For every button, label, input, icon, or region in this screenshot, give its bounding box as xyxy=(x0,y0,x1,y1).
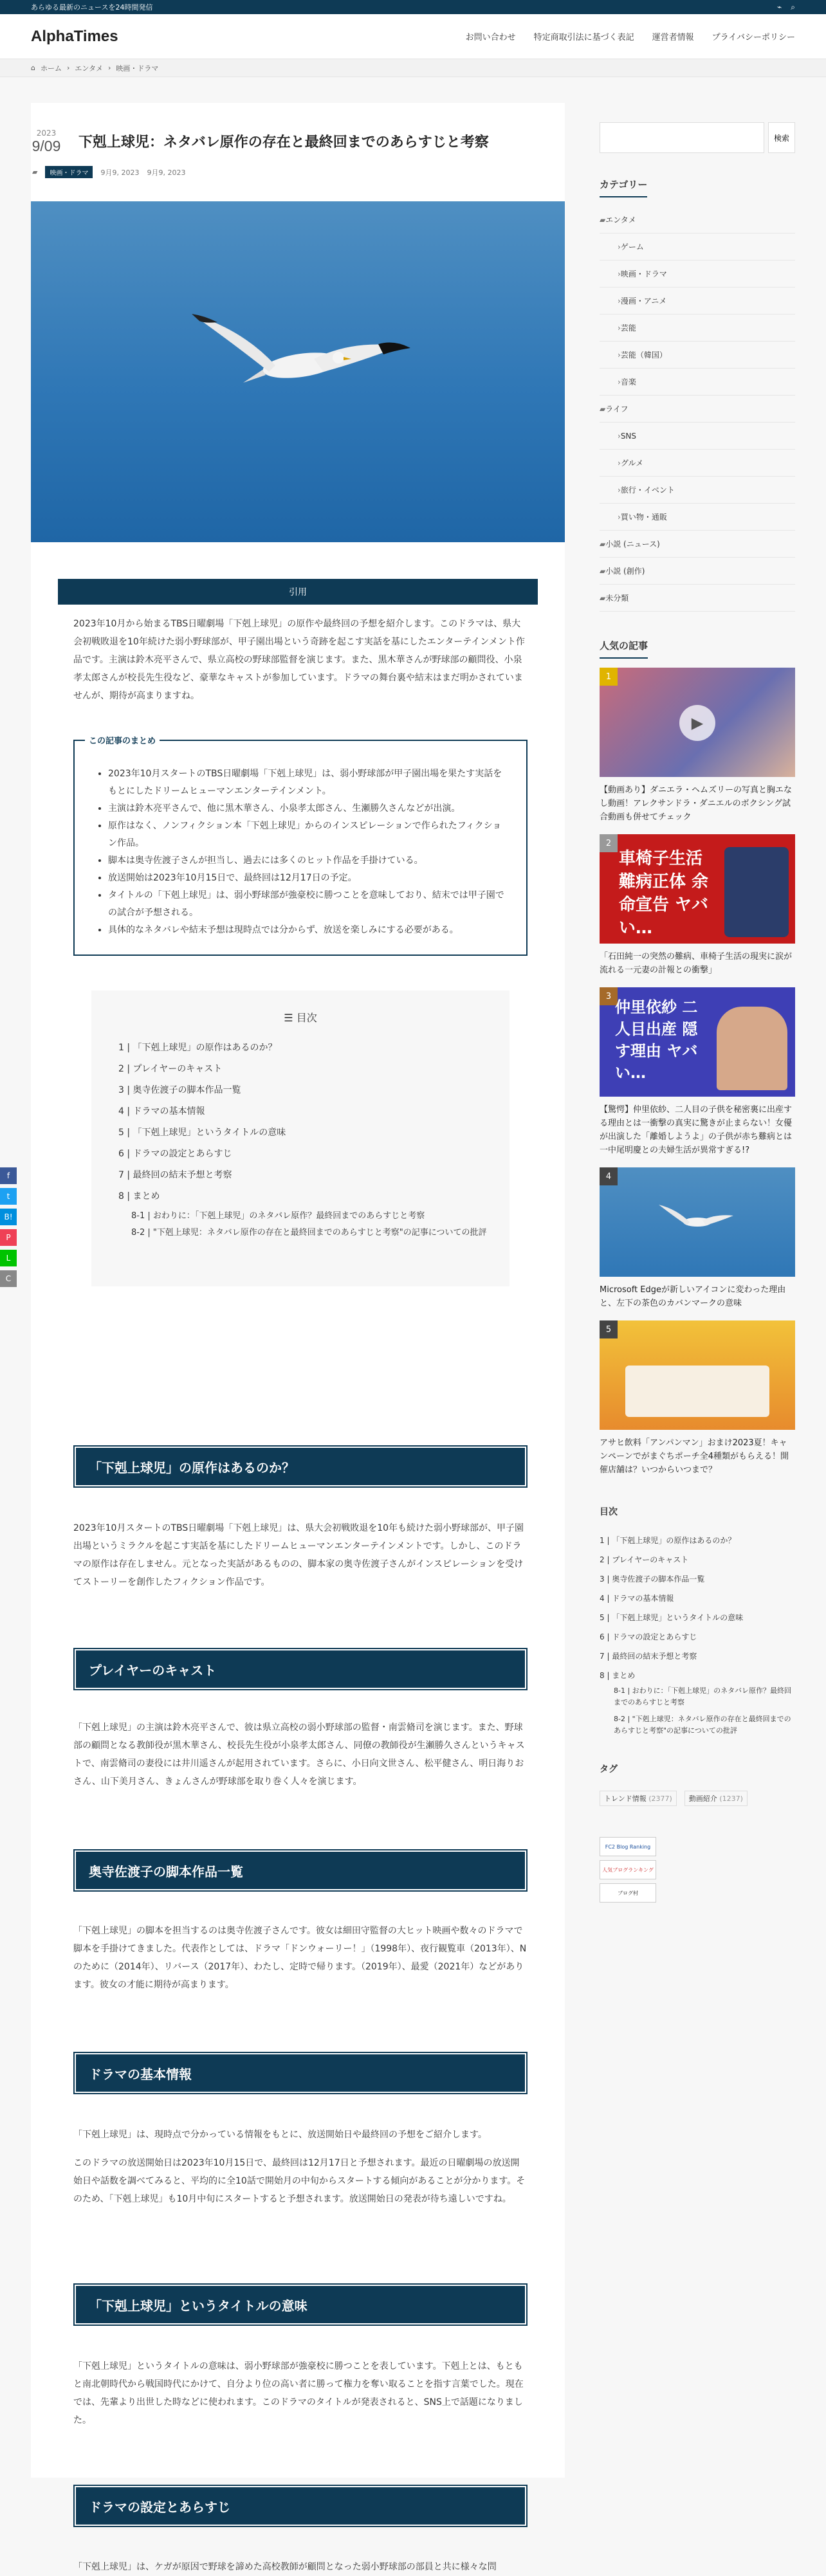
tags-title: タグ xyxy=(600,1764,618,1775)
sidebar-toc-subitem[interactable]: 8-2 | "下剋上球児：ネタバレ原作の存在と最終回までのあらすじと考察"の記事についての批評 xyxy=(614,1715,791,1735)
section-text-1: 2023年10月スタートのTBS日曜劇場「下剋上球児」は、県大会初戦敗退を10年も続けた弱小野球部が、甲子園出場というミラクルを起こす実話を基にしたドリームヒューマンエンターテインメントです。しかし、このドラマの原作は存在しません。元となった実話があるものの、脚本家の奥寺佐渡子さんがインスピレーションを受けてストーリーを創作したフィクション作品です。 xyxy=(73,1523,524,1587)
nav-legal[interactable]: 特定商取引法に基づく表記 xyxy=(533,33,634,42)
popular-title: 人気の記事 xyxy=(600,639,648,659)
summary-item: • 具体的なネタバレや結末予想は現時点では分からず、放送を楽しみにする必要がある。 xyxy=(108,922,509,939)
toc-item-8[interactable]: 8 | まとめ xyxy=(118,1191,160,1201)
pocket-icon[interactable]: P xyxy=(0,1229,17,1246)
table-of-contents xyxy=(91,991,509,1286)
breadcrumb-entame[interactable]: エンタメ xyxy=(75,64,103,73)
breadcrumb-home[interactable]: ホーム xyxy=(40,64,62,73)
search-button[interactable]: 検索 xyxy=(768,122,795,153)
category-item[interactable]: › 芸能 xyxy=(600,315,795,342)
folder-icon: ▰ xyxy=(600,593,606,603)
folder-icon: ▰ xyxy=(600,566,606,576)
play-icon[interactable]: ▶ xyxy=(679,705,715,741)
category-item[interactable]: ▰ ライフ xyxy=(600,396,795,423)
folder-icon: ▰ xyxy=(600,404,606,414)
toc-item-4[interactable]: 4 | ドラマの基本情報 xyxy=(118,1106,205,1117)
share-buttons xyxy=(0,1167,17,1291)
section-text-2: 「下剋上球児」の主演は鈴木亮平さんで、彼は県立高校の弱小野球部の監督・南雲脩司を演じます。また、野球部の顧問となる教師役が黒木華さん、校長先生役が小泉孝太郎さん、同僚の教師役が生瀬勝久さんというキャストで、南雲脩司の妻役には井川遥さんが起用されています。さらに、小日向文世さん、松平健さん、明日海りおさん、山下美月さん、きょんさんが野球部を取り巻く人々を演じます。 xyxy=(73,1722,525,1787)
eyecatch-image xyxy=(31,201,565,542)
toc-subitem-8-2[interactable]: 8-2 | "下剋上球児：ネタバレ原作の存在と最終回までのあらすじと考察"の記事についての批評 xyxy=(131,1228,487,1238)
facebook-icon[interactable]: f xyxy=(0,1167,17,1184)
chevron-right-icon: › xyxy=(618,269,621,279)
list-icon: ☰ xyxy=(284,1012,297,1024)
section-heading-4: ドラマの基本情報 xyxy=(73,2052,528,2094)
sidebar-toc-item[interactable]: 3 | 奥寺佐渡子の脚本作品一覧 xyxy=(600,1575,705,1584)
sidebar-toc-item[interactable]: 4 | ドラマの基本情報 xyxy=(600,1594,674,1603)
seagull-icon xyxy=(600,1167,795,1277)
sidebar-toc-item[interactable]: 7 | 最終回の結末予想と考察 xyxy=(600,1652,697,1661)
section-heading-5: 「下剋上球児」というタイトルの意味 xyxy=(73,2283,528,2326)
nav-privacy[interactable]: プライバシーポリシー xyxy=(711,33,795,42)
popular-post-1[interactable]: 1 ▶ 【動画あり】ダニエラ・ヘムズリーの写真と胸エなし動画！アレクサンドラ・ダニエルのボクシング試合動画も併せてチェック xyxy=(600,668,795,824)
global-nav xyxy=(466,30,795,42)
nav-contact[interactable]: お問い合わせ xyxy=(465,33,516,42)
category-list xyxy=(600,206,795,612)
sidebar-toc-item[interactable]: 1 | 「下剋上球児」の原作はあるのか？ xyxy=(600,1536,736,1545)
category-item[interactable]: › グルメ xyxy=(600,450,795,477)
categories-title: カテゴリー xyxy=(600,178,647,197)
toc-title: 目次 xyxy=(296,1012,317,1024)
section-heading-3: 奥寺佐渡子の脚本作品一覧 xyxy=(73,1849,528,1892)
summary-item: • 脚本は奥寺佐渡子さんが担当し、過去には多くのヒット作品を手掛けている。 xyxy=(108,852,509,870)
seagull-icon xyxy=(31,201,565,542)
top-bar xyxy=(0,0,826,14)
sidebar-toc-item[interactable]: 8 | まとめ xyxy=(600,1671,636,1680)
popular-post-2[interactable]: 2 車椅子生活 難病正体 余命宣告 ヤバい… 「石田純一の突然の難病、車椅子生活の現実に涙が流れる一元妻の計報との衝撃」 xyxy=(600,834,795,977)
hatena-icon[interactable]: B! xyxy=(0,1209,17,1225)
popular-post-3[interactable]: 3 仲里依紗 二人目出産 隠す理由 ヤバい… 【驚愕】仲里依紗、二人目の子供を秘密裏に出産する理由とは一衝撃の真実に驚きが止まらない！女優が出演した「離婚しようよ」の子供が赤ち難病とは一中尾明慶との夫婦生活が異常すぎる!? xyxy=(600,987,795,1157)
category-item[interactable]: ▰ 小説 (創作) xyxy=(600,558,795,585)
chevron-right-icon: › xyxy=(618,458,621,468)
line-icon[interactable]: L xyxy=(0,1250,17,1266)
category-item[interactable]: ▰ エンタメ xyxy=(600,206,795,233)
summary-title: この記事のまとめ xyxy=(85,734,160,746)
folder-icon: ▰ xyxy=(32,168,38,176)
breadcrumb-drama[interactable]: 映画・ドラマ xyxy=(116,64,159,73)
category-item[interactable]: ▰ 未分類 xyxy=(600,585,795,612)
section-text-4b: このドラマの放送開始日は2023年10月15日で、最終回は12月17日と予想されます。最近の日曜劇場の放送開始日や話数を調べてみると、平均的に全10話で開始月の中旬からスタートする傾向があることが分かります。そのため、「下剋上球児」も10月中旬にスタートすると予想されます。放送開始日の発表が待ち遠しいですね。 xyxy=(73,2158,526,2204)
chevron-right-icon: › xyxy=(618,512,621,522)
section-text-3: 「下剋上球児」の脚本を担当するのは奥寺佐渡子さんです。彼女は細田守監督の大ヒット映画や数々のドラマで脚本を手掛けてきました。代表作としては、ドラマ「ドンウォーリー！」（1998年）、夜行観覧車（2013年）、Nのために（2014年）、リバース（2017年）、わたし、定時で帰ります。（2019年）、最愛（2021年）などがあります。彼女の才能に期待が高まります。 xyxy=(73,1926,527,1990)
summary-item: • 2023年10月スタートのTBS日曜劇場「下剋上球児」は、弱小野球部が甲子園出場を果たす実話をもとにしたドリームヒューマンエンターテインメント。 xyxy=(108,765,509,800)
intro-text: 2023年10月から始まるTBS日曜劇場「下剋上球児」の原作や最終回の予想を紹介します。このドラマは、県大会初戦敗退を10年続けた弱小野球部が、甲子園出場という奇跡を起こす実話を基にしたエンターテインメント作品です。主演は鈴木亮平さんで、県立高校の野球部監督を演じます。また、黒木華さんが野球部の顧問役、小泉孝太郎さんが校長先生役など、豪華なキャストが参加しています。ドラマの舞台裏や結末はまだ明かされていませんが、期待が高まりますね。 xyxy=(73,619,525,701)
fc2-ranking-badge[interactable]: FC2 Blog Ranking xyxy=(600,1837,656,1856)
sidebar-toc-item[interactable]: 5 | 「下剋上球児」というタイトルの意味 xyxy=(600,1613,744,1622)
toc-item-7[interactable]: 7 | 最終回の結末予想と考察 xyxy=(118,1170,232,1180)
section-text-5: 「下剋上球児」というタイトルの意味は、弱小野球部が強豪校に勝つことを表しています。下剋上とは、もともと南北朝時代から戦国時代にかけて、自分より位の高い者に勝って権力を奪い取ることを指す言葉でした。現在では、先輩より出世した時などに使われます。このドラマのタイトルが発表されると、SNS上で話題になりました。 xyxy=(73,2361,524,2425)
chevron-right-icon: › xyxy=(618,485,621,495)
section-text-4: 「下剋上球児」は、現時点で分かっている情報をもとに、放送開始日や最終回の予想をご紹介します。 xyxy=(73,2130,487,2140)
chevron-right-icon: › xyxy=(618,431,621,441)
folder-icon: ▰ xyxy=(600,215,606,224)
twitter-icon[interactable]: t xyxy=(0,1188,17,1205)
chevron-right-icon: › xyxy=(618,242,621,251)
breadcrumb: ⌂ ホーム › エンタメ › 映画・ドラマ xyxy=(0,59,826,77)
copy-icon[interactable]: C xyxy=(0,1270,17,1287)
category-item[interactable]: › 旅行・イベント xyxy=(600,477,795,504)
folder-icon: ▰ xyxy=(600,539,606,549)
popular-post-4[interactable]: 4 Microsoft Edgeが新しいアイコンに変わった理由と、左下の茶色のカバンマークの意味 xyxy=(600,1167,795,1310)
toc-item-1[interactable]: 1 | 「下剋上球児」の原作はあるのか？ xyxy=(118,1043,277,1053)
category-item[interactable]: › SNS xyxy=(600,423,795,450)
updated-date: 9月9, 2023 xyxy=(147,168,186,177)
tag-trend[interactable]: トレンド情報 (2377) xyxy=(600,1791,677,1806)
section-heading-1: 「下剋上球児」の原作はあるのか？ xyxy=(73,1445,528,1488)
blogmura-badge[interactable]: ブログ村 xyxy=(600,1883,656,1903)
sidebar-toc-item[interactable]: 6 | ドラマの設定とあらすじ xyxy=(600,1632,697,1641)
post-date: 2023 9/09 xyxy=(32,129,61,154)
nav-operator[interactable]: 運営者情報 xyxy=(652,33,694,42)
category-item[interactable]: › 買い物・通販 xyxy=(600,504,795,531)
summary-box xyxy=(73,736,528,956)
home-icon: ⌂ xyxy=(31,64,35,72)
summary-item: • 主演は鈴木亮平さんで、他に黒木華さん、小泉孝太郎さん、生瀬勝久さんなどが出演。 xyxy=(108,800,509,818)
summary-item: • 原作はなく、ノンフィクション本「下剋上球児」からのインスピレーションで作られたフィクション作品。 xyxy=(108,818,509,852)
summary-item: • タイトルの「下剋上球児」は、弱小野球部が強豪校に勝つことを意味しており、結末では甲子園での試合が予想される。 xyxy=(108,887,509,922)
category-item[interactable]: › ゲーム xyxy=(600,233,795,260)
sidebar-toc-subitem[interactable]: 8-1 | おわりに：「下剋上球児」のネタバレ原作？最終回までのあらすじと考察 xyxy=(614,1686,792,1706)
category-badge[interactable]: 映画・ドラマ xyxy=(45,166,93,178)
category-item[interactable]: › 映画・ドラマ xyxy=(600,260,795,288)
published-date: 9月9, 2023 xyxy=(100,168,140,177)
chevron-right-icon: › xyxy=(618,377,621,387)
chevron-right-icon: › xyxy=(618,350,621,360)
toc-item-6[interactable]: 6 | ドラマの設定とあらすじ xyxy=(118,1149,232,1159)
toc-item-5[interactable]: 5 | 「下剋上球児」というタイトルの意味 xyxy=(118,1128,286,1138)
rss-icon[interactable]: ⌁ xyxy=(777,2,782,12)
toc-item-3[interactable]: 3 | 奥寺佐渡子の脚本作品一覧 xyxy=(118,1085,241,1095)
page-title: 下剋上球児：ネタバレ原作の存在と最終回までのあらすじと考察 xyxy=(78,134,489,151)
post-meta xyxy=(32,166,185,178)
category-item[interactable]: ▰ 小説 (ニュース) xyxy=(600,531,795,558)
search-input[interactable] xyxy=(600,122,764,153)
chevron-right-icon: › xyxy=(618,323,621,333)
quote-label: 引用 xyxy=(58,579,538,605)
summary-item: • 放送開始は2023年10月15日で、最終回は12月17日の予定。 xyxy=(108,870,509,887)
toc-subitem-8-1[interactable]: 8-1 | おわりに：「下剋上球児」のネタバレ原作？最終回までのあらすじと考察 xyxy=(131,1211,425,1221)
section-heading-6: ドラマの設定とあらすじ xyxy=(73,2485,528,2527)
sidebar-toc-title: 目次 xyxy=(600,1507,618,1517)
article-main xyxy=(31,103,565,2572)
tag-video[interactable]: 動画紹介 (1237) xyxy=(684,1791,748,1806)
category-item[interactable]: › 芸能（韓国） xyxy=(600,342,795,369)
sidebar-toc-item[interactable]: 2 | プレイヤーのキャスト xyxy=(600,1555,689,1564)
chevron-right-icon: › xyxy=(618,296,621,306)
toc-item-2[interactable]: 2 | プレイヤーのキャスト xyxy=(118,1064,223,1074)
category-item[interactable]: › 音楽 xyxy=(600,369,795,396)
section-heading-2: プレイヤーのキャスト xyxy=(73,1648,528,1690)
sidebar xyxy=(600,122,795,1903)
section-text-6: 「下剋上球児」は、ケガが原因で野球を諦めた高校教師が顧問となった弱小野球部の部員と共に様々な問 xyxy=(73,2562,497,2572)
category-item[interactable]: › 漫画・アニメ xyxy=(600,288,795,315)
popular-post-5[interactable]: 5 アサヒ飲料「アンパンマン」おまけ2023夏！キャンペーンでがまぐちポーチ全4種類がもらえる！開催店舗は？いつからいつまで？ xyxy=(600,1320,795,1477)
site-tagline: あらゆる最新のニュースを24時間発信 xyxy=(31,3,153,12)
blog-ranking-badge[interactable]: 人気ブログランキング xyxy=(600,1860,656,1879)
search-icon[interactable]: ⌕ xyxy=(791,2,795,12)
site-logo[interactable]: AlphaTimes xyxy=(31,27,118,45)
site-header xyxy=(0,14,826,59)
